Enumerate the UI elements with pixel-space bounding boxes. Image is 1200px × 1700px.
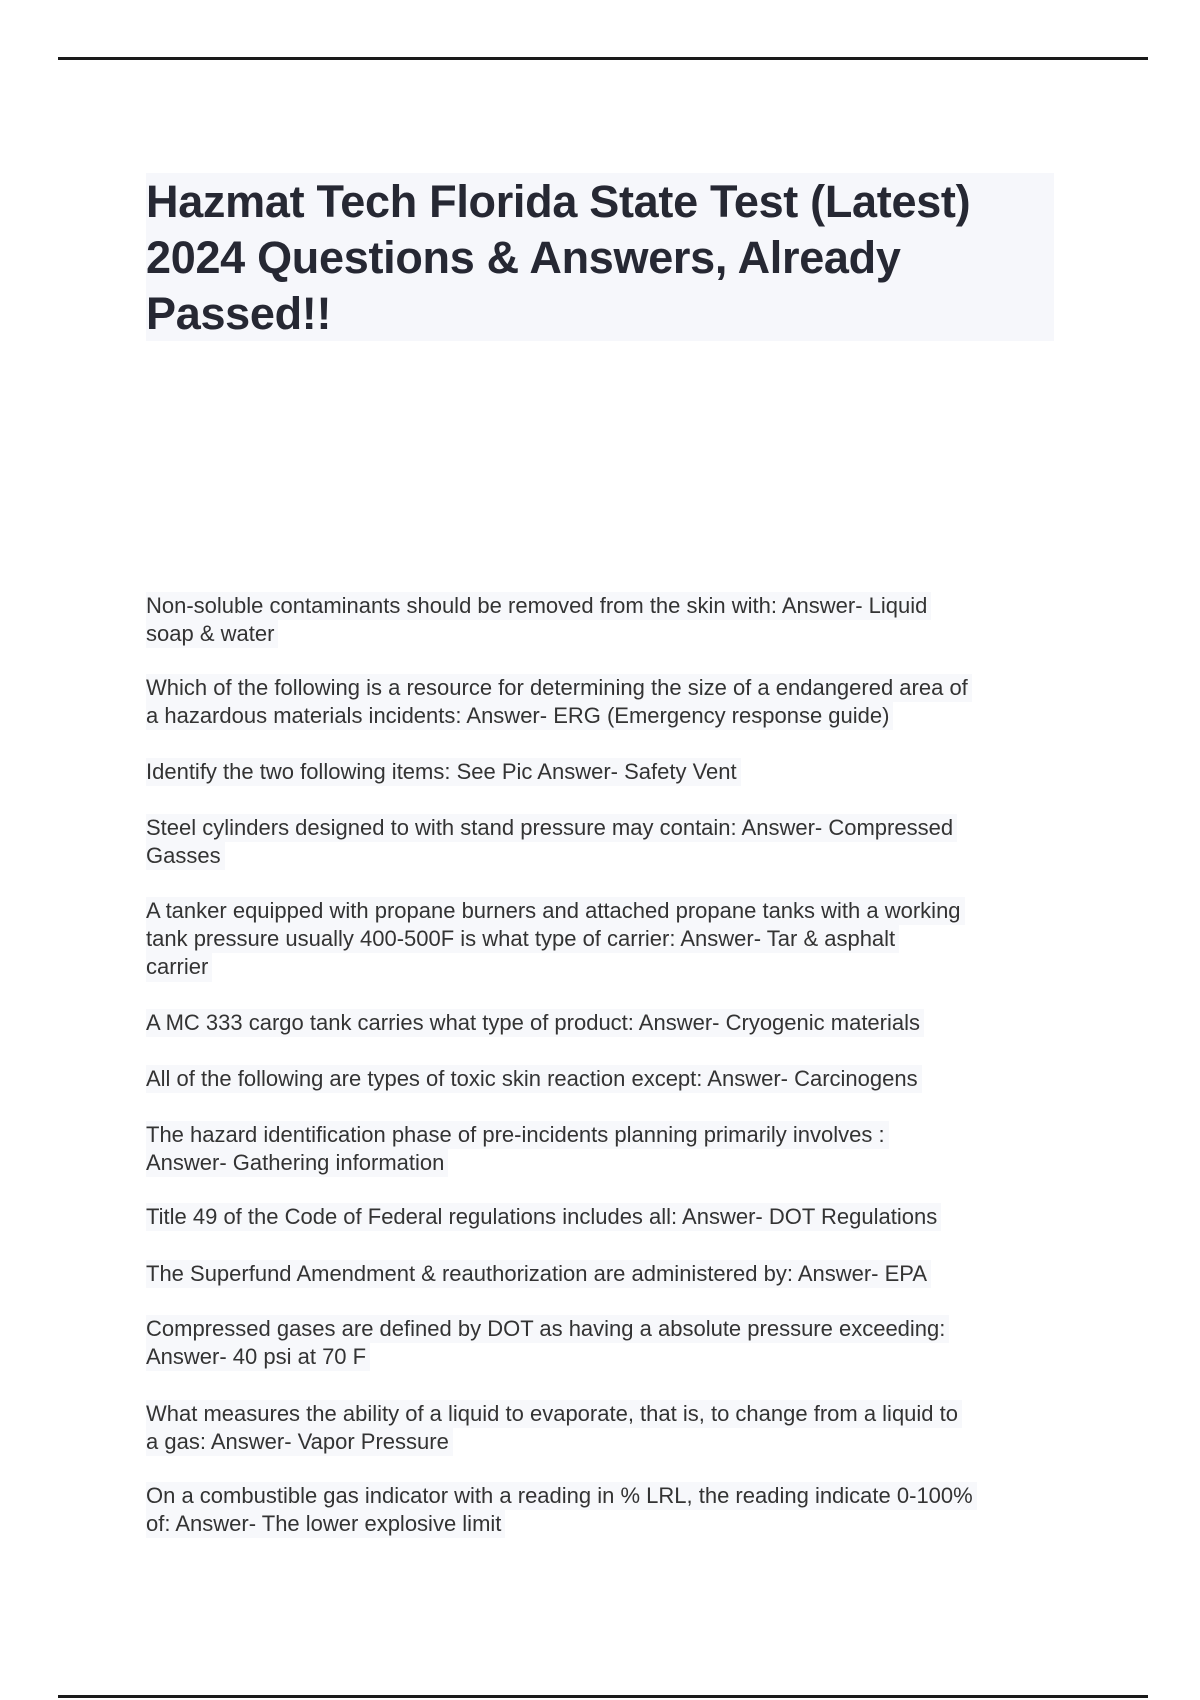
qa-item (146, 592, 931, 648)
qa-line: tank pressure usually 400-500F is what type of carrier: Answer- Tar & asphalt (146, 925, 899, 953)
qa-line: Compressed gases are defined by DOT as having a absolute pressure exceeding: (146, 1315, 949, 1343)
qa-line: All of the following are types of toxic skin reaction except: Answer- Carcinogens (146, 1065, 922, 1093)
qa-item (146, 1121, 889, 1177)
qa-item (146, 1009, 924, 1037)
qa-item (146, 1065, 922, 1093)
qa-line: Answer- Gathering information (146, 1149, 448, 1177)
qa-line: Title 49 of the Code of Federal regulations includes all: Answer- DOT Regulations (146, 1203, 941, 1231)
qa-line: Answer- 40 psi at 70 F (146, 1343, 370, 1371)
title-line: Passed!! (146, 288, 332, 339)
title-line: Hazmat Tech Florida State Test (Latest) (146, 176, 971, 227)
qa-line: A MC 333 cargo tank carries what type of product: Answer- Cryogenic materials (146, 1009, 924, 1037)
qa-line: of: Answer- The lower explosive limit (146, 1510, 505, 1538)
qa-line: soap & water (146, 620, 278, 648)
qa-line: The Superfund Amendment & reauthorization are administered by: Answer- EPA (146, 1260, 931, 1288)
qa-item (146, 814, 957, 870)
qa-item (146, 674, 972, 730)
document-title (146, 174, 970, 342)
footer-rule (58, 1695, 1148, 1698)
qa-line: A tanker equipped with propane burners and attached propane tanks with a working (146, 897, 965, 925)
qa-item (146, 1203, 941, 1231)
qa-line: Steel cylinders designed to with stand pressure may contain: Answer- Compressed (146, 814, 957, 842)
qa-item (146, 758, 741, 786)
qa-line: a hazardous materials incidents: Answer- ERG (Emergency response guide) (146, 702, 893, 730)
qa-line: Identify the two following items: See Pic Answer- Safety Vent (146, 758, 741, 786)
qa-item (146, 897, 965, 982)
qa-line: Non-soluble contaminants should be removed from the skin with: Answer- Liquid (146, 592, 931, 620)
qa-item (146, 1482, 977, 1538)
qa-line: Gasses (146, 842, 225, 870)
qa-line: a gas: Answer- Vapor Pressure (146, 1428, 453, 1456)
header-rule (58, 57, 1148, 60)
qa-line: On a combustible gas indicator with a reading in % LRL, the reading indicate 0-100% (146, 1482, 977, 1510)
qa-item (146, 1315, 949, 1371)
qa-line: Which of the following is a resource for determining the size of a endangered area of (146, 674, 972, 702)
title-line: 2024 Questions & Answers, Already (146, 232, 901, 283)
qa-line: What measures the ability of a liquid to evaporate, that is, to change from a liquid to (146, 1400, 962, 1428)
qa-item (146, 1400, 962, 1456)
qa-line: The hazard identification phase of pre-incidents planning primarily involves : (146, 1121, 889, 1149)
qa-item (146, 1260, 931, 1288)
qa-line: carrier (146, 953, 212, 981)
